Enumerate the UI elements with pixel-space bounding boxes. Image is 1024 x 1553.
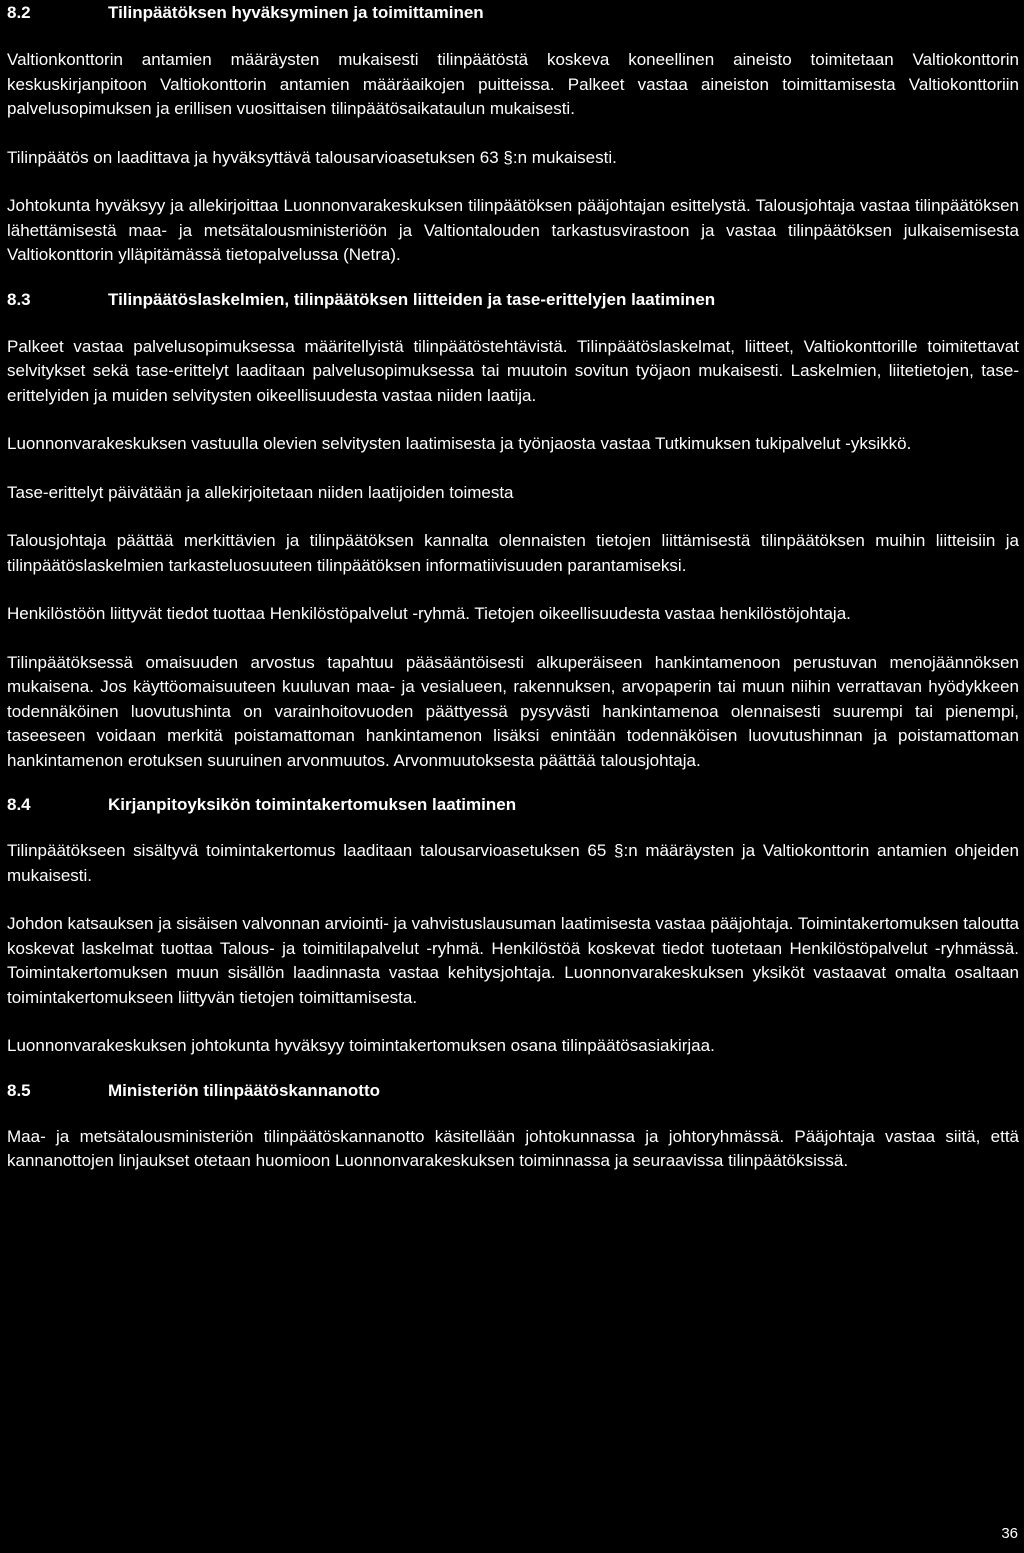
section-title: Tilinpäätöksen hyväksyminen ja toimittaminen	[108, 3, 484, 22]
paragraph: Talousjohtaja päättää merkittävien ja tilinpäätöksen kannalta olennaisten tietojen liittämisestä tilinpäätöksen muihin liitteisiin ja tilinpäätöslaskelmien tarkasteluosuuteen tilinpäätöksen informatiivisuuden parantamiseksi.	[7, 531, 1019, 575]
section-8-4	[7, 793, 1019, 1059]
section-heading	[7, 288, 1019, 312]
section-title: Tilinpäätöslaskelmien, tilinpäätöksen liitteiden ja tase-erittelyjen laatiminen	[108, 289, 716, 309]
section-heading	[7, 1, 1019, 25]
section-8-2	[7, 1, 1019, 268]
document-page	[7, 0, 1019, 1553]
section-title: Ministeriön tilinpäätöskannanotto	[108, 1080, 381, 1100]
paragraph: Tilinpäätöksessä omaisuuden arvostus tapahtuu pääsääntöisesti alkuperäiseen hankintamenoon perustuvan menojäännöksen mukaisena. Jos käyttöomaisuuteen kuuluvan maa- ja vesialueen, rakennuksen, arvopaperin tai muun niihin verrattavan hyödykkeen todennäköinen luovutushinta on varainhoitovuoden päättyessä pysyvästi hankintamenoa olennaisesti suurempi tai pienempi, taseeseen voidaan merkitä poistamattoman hankintamenon lisäksi enintään todennäköisen luovutushinnan ja poistamattoman hankintamenon erotuksen suuruinen arvonmuutos. Arvonmuutoksesta päättää talousjohtaja.	[7, 652, 1019, 770]
section-number: 8.5	[7, 1080, 31, 1100]
paragraph: Luonnonvarakeskuksen johtokunta hyväksyy toimintakertomuksen osana tilinpäätösasiakirjaa.	[7, 1036, 715, 1055]
paragraph: Tase-erittelyt päivätään ja allekirjoitetaan niiden laatijoiden toimesta	[7, 482, 514, 502]
paragraph: Luonnonvarakeskuksen vastuulla olevien selvitysten laatimisesta ja työnjaosta vastaa Tutkimuksen tukipalvelut -yksikkö.	[7, 434, 912, 453]
section-heading	[7, 793, 1019, 817]
section-title: Kirjanpitoyksikön toimintakertomuksen laatiminen	[108, 795, 517, 814]
section-heading	[7, 1079, 1019, 1103]
paragraph: Johdon katsauksen ja sisäisen valvonnan arviointi- ja vahvistuslausuman laatimisesta vastaa pääjohtaja. Toimintakertomuksen taloutta koskevat laskelmat tuottaa Talous- ja toimitilapalvelut -ryhmä. Henkilöstöä koskevat tiedot tuotetaan Henkilöstöpalvelut -ryhmässä. Toimintakertomuksen muun sisällön laadinnasta vastaa kehitysjohtaja. Luonnonvarakeskuksen yksiköt vastaavat omalta osaltaan toimintakertomukseen liittyvän tietojen toimittamisesta.	[7, 914, 1019, 1007]
section-number: 8.2	[7, 3, 31, 22]
paragraph: Valtionkonttorin antamien määräysten mukaisesti tilinpäätöstä koskeva koneellinen aineisto toimitetaan Valtiokonttorin keskuskirjanpitoon Valtiokonttorin antamien määräaikojen puitteissa. Palkeet vastaa aineiston toimittamisesta Valtiokonttoriin palvelusopimuksen ja erillisen vuosittaisen tilinpäätösaikataulun mukaisesti.	[7, 50, 1019, 118]
paragraph: Tilinpäätökseen sisältyvä toimintakertomus laaditaan talousarvioasetuksen 65 §:n määräysten ja Valtiokonttorin antamien ohjeiden mukaisesti.	[7, 841, 1019, 885]
section-8-5	[7, 1079, 1019, 1174]
paragraph: Henkilöstöön liittyvät tiedot tuottaa Henkilöstöpalvelut -ryhmä. Tietojen oikeellisuudesta vastaa henkilöstöjohtaja.	[7, 604, 851, 623]
paragraph: Johtokunta hyväksyy ja allekirjoittaa Luonnonvarakeskuksen tilinpäätöksen pääjohtajan esittelystä. Talousjohtaja vastaa tilinpäätöksen lähettämisestä maa- ja metsätalousministeriöön ja Valtiontalouden tarkastusvirastoon ja vastaa tilinpäätöksen julkaisemisesta Valtiokonttorin ylläpitämässä tietopalvelussa (Netra).	[7, 196, 1019, 264]
section-8-3	[7, 288, 1019, 774]
section-number: 8.4	[7, 795, 31, 814]
paragraph: Palkeet vastaa palvelusopimuksessa määritellyistä tilinpäätöstehtävistä. Tilinpäätöslaskelmat, liitteet, Valtiokonttorille toimitettavat selvitykset sekä tase-erittelyt laaditaan palvelusopimuksessa tai muutoin sovitun työjaon mukaisesti. Laskelmien, liitetietojen, tase-erittelyiden ja muiden selvitysten oikeellisuudesta vastaa niiden laatija.	[7, 336, 1019, 405]
paragraph: Tilinpäätös on laadittava ja hyväksyttävä talousarvioasetuksen 63 §:n mukaisesti.	[7, 147, 617, 167]
paragraph: Maa- ja metsätalousministeriön tilinpäätöskannanotto käsitellään johtokunnassa ja johtoryhmässä. Pääjohtaja vastaa siitä, että kannanottojen linjaukset otetaan huomioon Luonnonvarakeskuksen toiminnassa ja seuraavissa tilinpäätöksissä.	[7, 1126, 1019, 1170]
section-number: 8.3	[7, 289, 31, 309]
page-number: 36	[1001, 1525, 1018, 1542]
